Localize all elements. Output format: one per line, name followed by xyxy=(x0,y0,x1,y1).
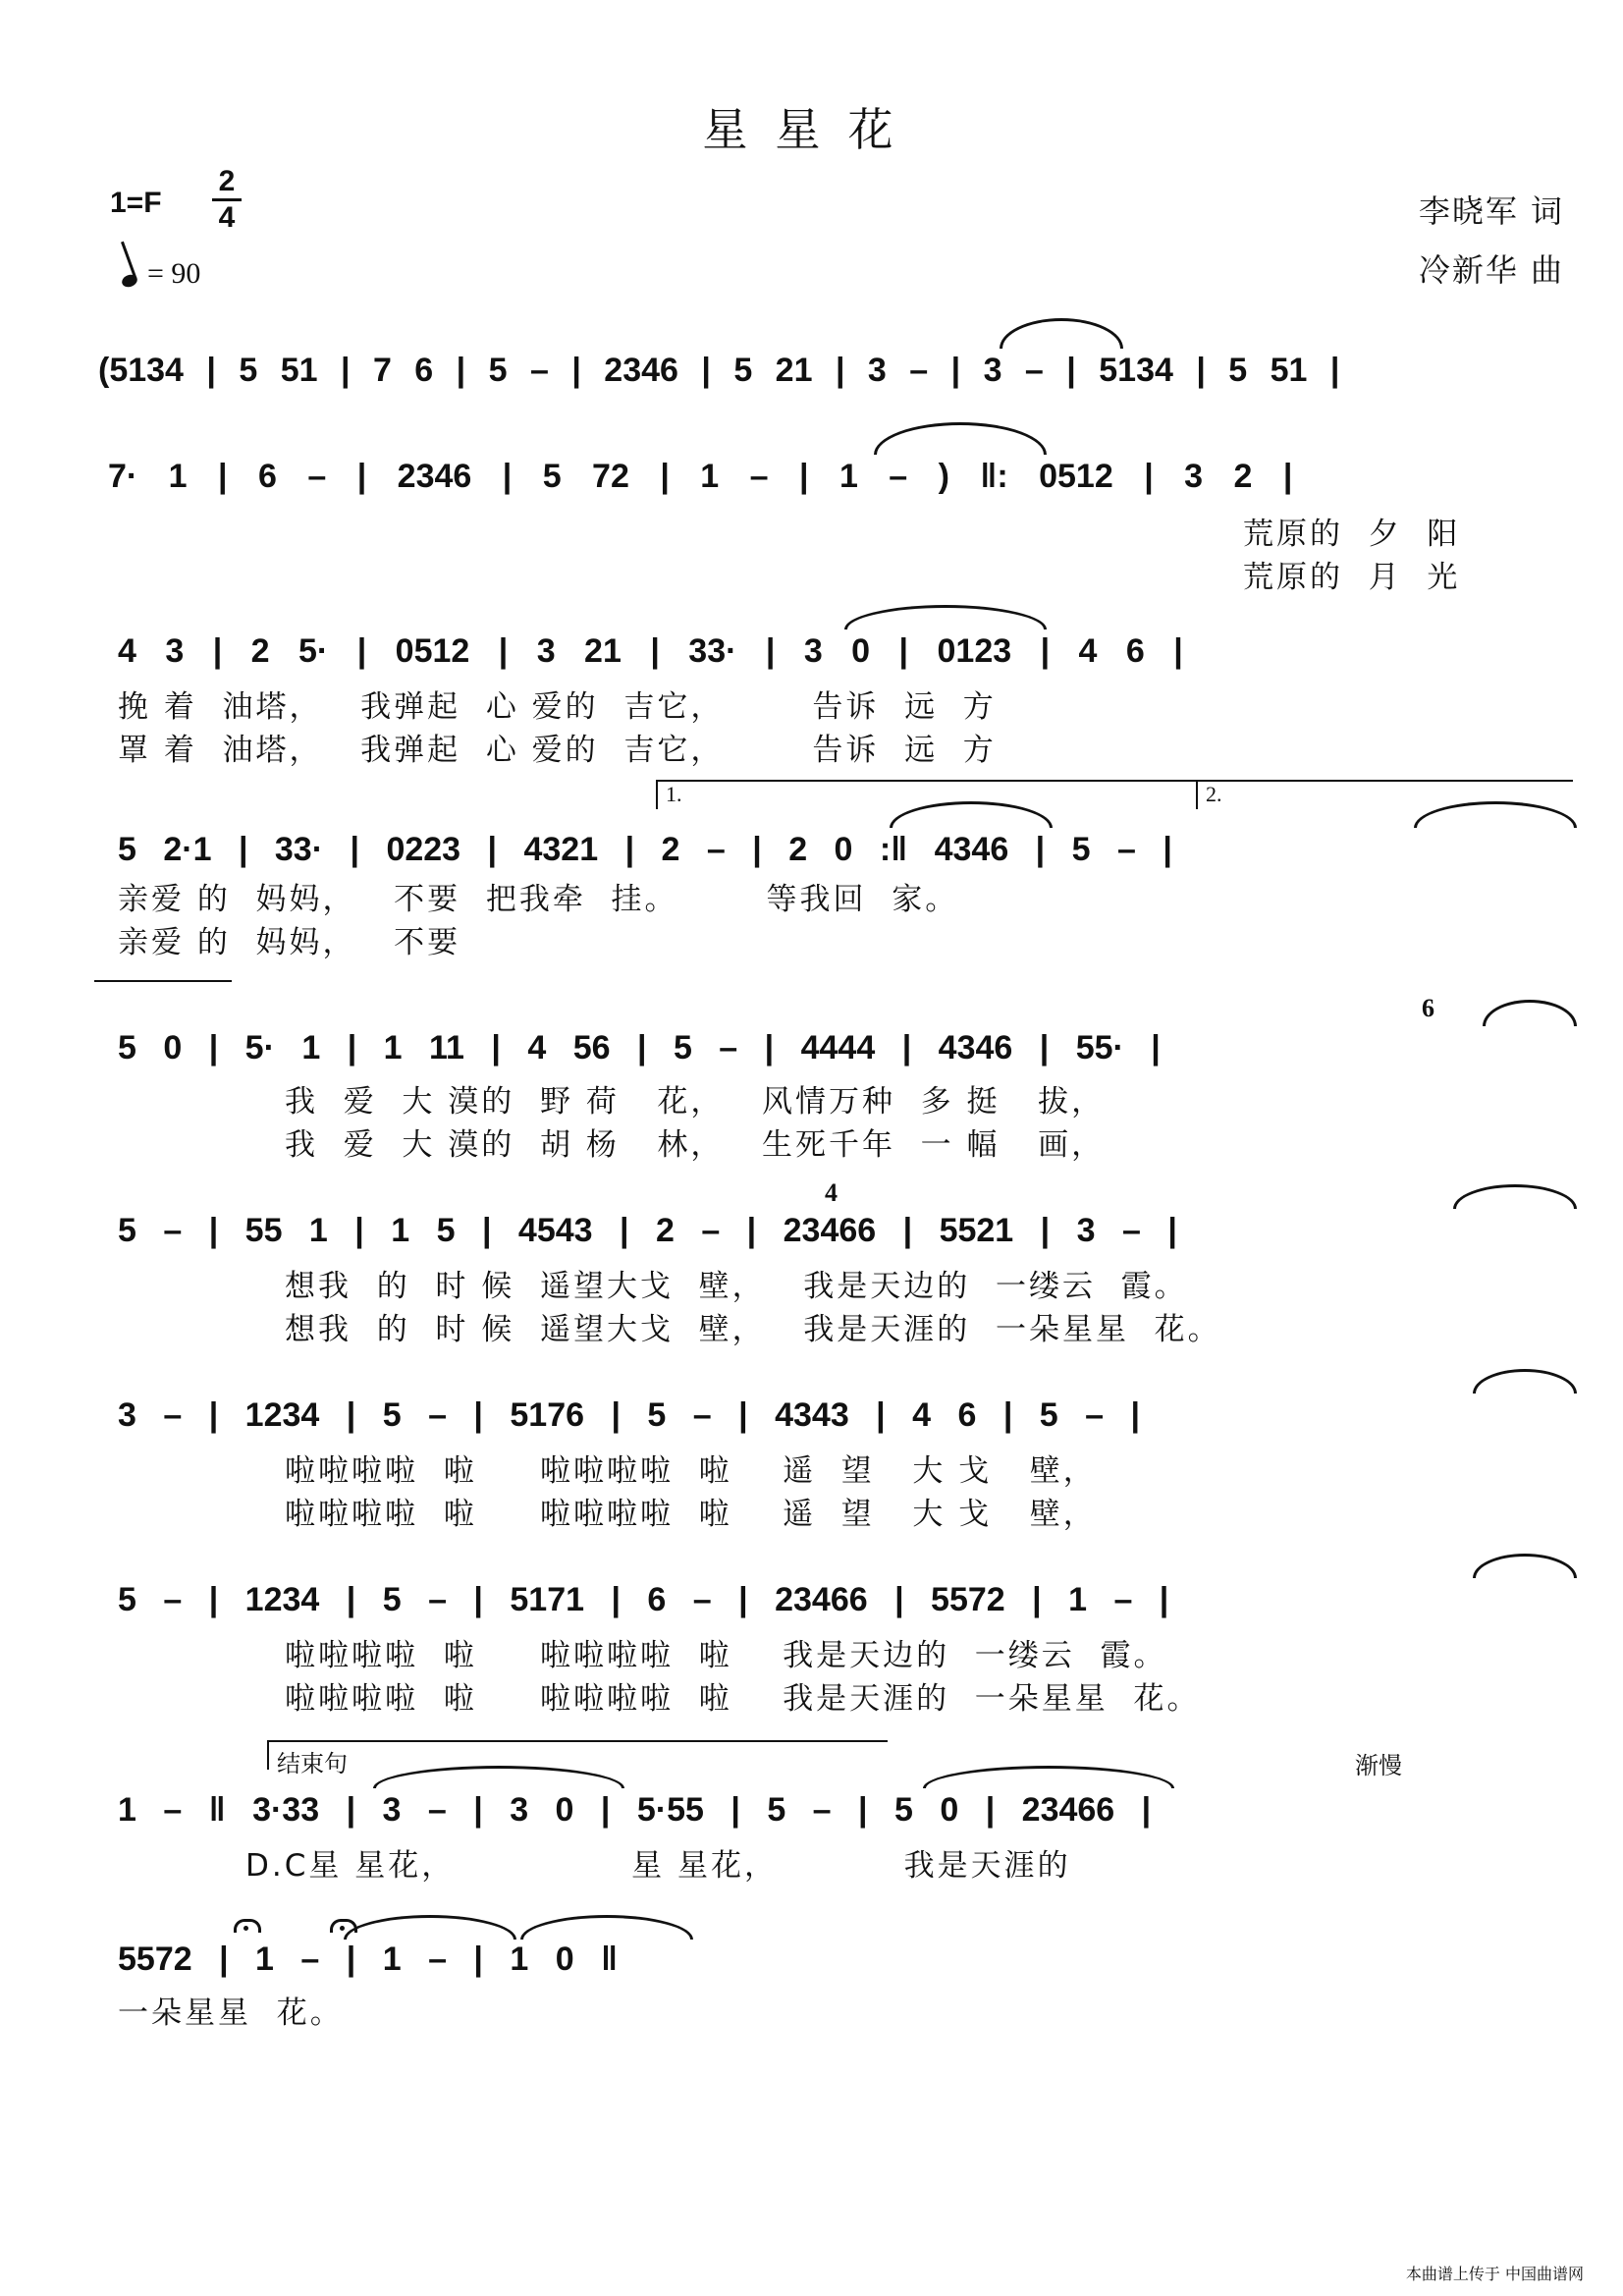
tie-mark xyxy=(1453,1184,1577,1209)
lyric-verse-2: 啦啦啦啦 啦 啦啦啦啦 啦 遥 望 大 戈 壁， xyxy=(285,1497,1097,1532)
tie-mark xyxy=(1473,1554,1577,1578)
score-row-5 xyxy=(98,994,1571,1163)
tempo-marking xyxy=(122,257,200,291)
lyric-verse-2: 罩 着 油塔， 我弹起 心 爱的 吉它， 告诉 远 方 xyxy=(118,733,997,768)
tempo-value: = 90 xyxy=(147,257,201,290)
notation-line: 5572 | 1 – | 1 – | 1 0 ‖ xyxy=(118,1941,619,1978)
grace-note: 6 xyxy=(1422,994,1434,1022)
tie-mark xyxy=(874,422,1047,455)
notation-line: 5 2·1 | 33· | 0223 | 4321 | 2 – | 2 0 :‖ 4346 | 5 – | xyxy=(118,831,1172,868)
lyric-verse-2: 我 爱 大 漠的 胡 杨 林， 生死千年 一 幅 画， xyxy=(285,1127,1106,1163)
notation-line: 5 0 | 5· 1 | 1 11 | 4 56 | 5 – | 4444 | 4346 | 55· | xyxy=(118,1029,1161,1066)
lyric-verse-2: 想我 的 时 候 遥望大戈 壁， 我是天涯的 一朵星星 花。 xyxy=(285,1312,1221,1347)
tie-mark xyxy=(1473,1369,1577,1394)
meter-top: 2 xyxy=(218,165,236,197)
ending-label: 结束句 xyxy=(277,1750,348,1777)
score-row-8 xyxy=(98,1581,1571,1717)
lyric-verse-1: 一朵星星 花。 xyxy=(118,1995,344,2031)
score-row-4 xyxy=(98,782,1571,960)
ritardando-label: 渐慢 xyxy=(1355,1752,1402,1779)
lyric-verse-1: 挽 着 油塔， 我弹起 心 爱的 吉它， 告诉 远 方 xyxy=(118,689,997,725)
tie-mark xyxy=(520,1915,693,1940)
score-row-6 xyxy=(98,1178,1571,1347)
notation-line: 1 – ‖ 3·33 | 3 – | 3 0 | 5·55 | 5 – | 5 0 | 23466 | xyxy=(118,1791,1152,1829)
notation-line: 7· 1 | 6 – | 2346 | 5 72 | 1 – | 1 – ) ‖: 0512 | 3 2 | xyxy=(108,458,1293,495)
section-rule xyxy=(94,980,232,982)
fermata-icon xyxy=(234,1919,261,1933)
lyric-verse-1: 我 爱 大 漠的 野 荷 花， 风情万种 多 挺 拔， xyxy=(285,1084,1106,1120)
page-title: 星星花 xyxy=(702,103,921,156)
volta-1-label: 1. xyxy=(666,782,682,806)
notation-line: (5134 | 5 51 | 7 6 | 5 – | 2346 | 5 21 | 3 – | 3 – | 5134 | 5 51 | xyxy=(98,352,1340,389)
quarter-note-icon xyxy=(120,273,138,290)
volta-2-label: 2. xyxy=(1206,782,1222,806)
score-row-2 xyxy=(98,458,1571,595)
score-row-7 xyxy=(98,1396,1571,1532)
lyric-verse-2: 荒原的 月 光 xyxy=(1243,560,1461,595)
lyric-verse-1: 啦啦啦啦 啦 啦啦啦啦 啦 遥 望 大 戈 壁， xyxy=(285,1453,1097,1489)
score-row-9 xyxy=(98,1750,1571,1884)
composer-credit: 冷新华 曲 xyxy=(1418,251,1564,289)
footer-credit: 本曲谱上传于 中国曲谱网 xyxy=(1405,2265,1584,2283)
tie-mark xyxy=(344,1915,516,1940)
ending-bracket xyxy=(267,1740,888,1770)
grace-note: 4 xyxy=(825,1178,838,1207)
tie-mark xyxy=(923,1766,1174,1788)
lyric-verse-1: 荒原的 夕 阳 xyxy=(1243,517,1461,552)
score-row-10 xyxy=(98,1941,1571,2031)
lyric-verse-1: 想我 的 时 候 遥望大戈 壁， 我是天边的 一缕云 霞。 xyxy=(285,1269,1188,1304)
tie-mark xyxy=(1483,1000,1577,1026)
lyric-verse-1: 啦啦啦啦 啦 啦啦啦啦 啦 我是天边的 一缕云 霞。 xyxy=(285,1638,1167,1673)
lyricist-credit: 李晓军 词 xyxy=(1418,192,1564,230)
tie-mark xyxy=(844,605,1047,629)
time-signature xyxy=(212,165,242,235)
key-signature: 1=F xyxy=(110,187,162,219)
lyric-verse-2: 啦啦啦啦 啦 啦啦啦啦 啦 我是天涯的 一朵星星 花。 xyxy=(285,1681,1201,1717)
notation-line: 3 – | 1234 | 5 – | 5176 | 5 – | 4343 | 4 6 | 5 – | xyxy=(118,1396,1141,1434)
tie-mark xyxy=(1000,318,1123,349)
notation-line: 4 3 | 2 5· | 0512 | 3 21 | 33· | 3 0 | 0123 | 4 6 | xyxy=(118,632,1183,670)
score-row-3 xyxy=(98,632,1571,768)
lyric-verse-1: D.C星 星花， 星 星花， 我是天涯的 xyxy=(245,1848,1071,1884)
lyric-verse-2: 亲爱 的 妈妈， 不要 xyxy=(118,925,461,960)
meter-bottom: 4 xyxy=(218,201,236,234)
lyric-verse-1: 亲爱 的 妈妈， 不要 把我牵 挂。 等我回 家。 xyxy=(118,882,959,917)
notation-line: 5 – | 1234 | 5 – | 5171 | 6 – | 23466 | 5572 | 1 – | xyxy=(118,1581,1169,1618)
notation-line: 5 – | 55 1 | 1 5 | 4543 | 2 – | 23466 | 5521 | 3 – | xyxy=(118,1212,1177,1249)
score-row-1 xyxy=(98,352,1571,410)
